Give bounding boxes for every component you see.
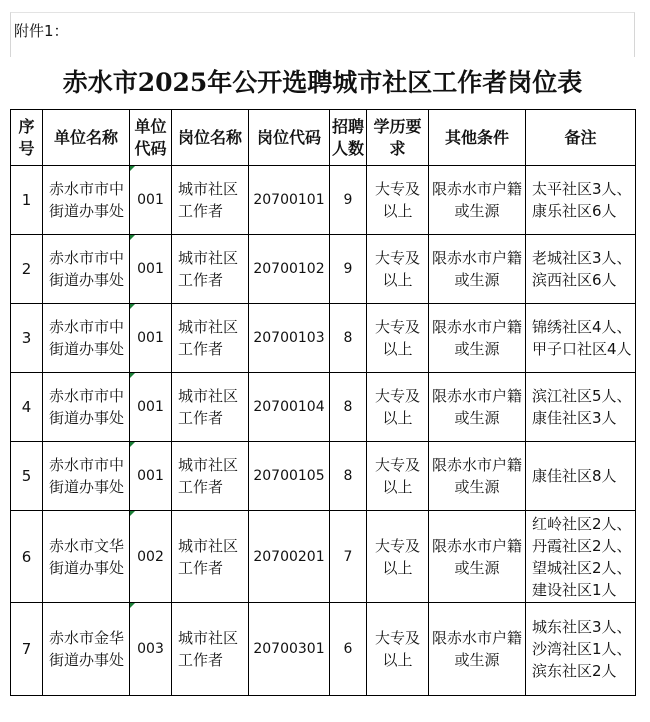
- page-title: 赤水市2025年公开选聘城市社区工作者岗位表: [62, 68, 583, 97]
- table-row: [11, 373, 636, 442]
- cell-post-code: 20700102: [249, 235, 330, 304]
- cell-note: 锦绣社区4人、甲子口社区4人: [526, 304, 636, 373]
- cell-post: 城市社区工作者: [172, 442, 249, 511]
- table-row: [11, 304, 636, 373]
- header-cell-no: 序号: [11, 110, 43, 166]
- cell-unit: 赤水市金华街道办事处: [43, 603, 130, 696]
- cell-unit-code: 002: [130, 511, 172, 603]
- cell-no: 5: [11, 442, 43, 511]
- cell-edu: 大专及以上: [367, 235, 429, 304]
- cell-unit: 赤水市市中街道办事处: [43, 373, 130, 442]
- table-row: [11, 511, 636, 603]
- cell-other: 限赤水市户籍或生源: [429, 304, 526, 373]
- cell-note: 红岭社区2人、丹霞社区2人、望城社区2人、建设社区1人: [526, 511, 636, 603]
- cell-other: 限赤水市户籍或生源: [429, 511, 526, 603]
- cell-post: 城市社区工作者: [172, 166, 249, 235]
- cell-unit-code: 001: [130, 442, 172, 511]
- cell-post-code: 20700201: [249, 511, 330, 603]
- cell-count: 8: [330, 442, 367, 511]
- cell-no: 1: [11, 166, 43, 235]
- cell-post-code: 20700301: [249, 603, 330, 696]
- cell-edu: 大专及以上: [367, 603, 429, 696]
- header-cell-note: 备注: [526, 110, 636, 166]
- cell-other: 限赤水市户籍或生源: [429, 166, 526, 235]
- sheet-top-gridlines: [10, 12, 635, 57]
- header-cell-post-code: 岗位代码: [249, 110, 330, 166]
- cell-note: 老城社区3人、滨西社区6人: [526, 235, 636, 304]
- positions-table: [10, 109, 636, 696]
- cell-note: 城东社区3人、沙湾社区1人、滨东社区2人: [526, 603, 636, 696]
- header-cell-unit-code: 单位代码: [130, 110, 172, 166]
- cell-unit: 赤水市文华街道办事处: [43, 511, 130, 603]
- cell-no: 3: [11, 304, 43, 373]
- table-row: [11, 235, 636, 304]
- cell-post-code: 20700105: [249, 442, 330, 511]
- cell-post: 城市社区工作者: [172, 304, 249, 373]
- cell-other: 限赤水市户籍或生源: [429, 235, 526, 304]
- cell-note: 康佳社区8人: [526, 442, 636, 511]
- cell-edu: 大专及以上: [367, 166, 429, 235]
- cell-count: 6: [330, 603, 367, 696]
- table-row: [11, 603, 636, 696]
- cell-note: 滨江社区5人、康佳社区3人: [526, 373, 636, 442]
- cell-unit-code: 001: [130, 235, 172, 304]
- cell-no: 7: [11, 603, 43, 696]
- cell-unit: 赤水市市中街道办事处: [43, 166, 130, 235]
- cell-no: 2: [11, 235, 43, 304]
- attachment-label: 附件1：: [14, 22, 69, 40]
- header-cell-unit: 单位名称: [43, 110, 130, 166]
- table-row: [11, 166, 636, 235]
- cell-count: 9: [330, 166, 367, 235]
- table-row: [11, 442, 636, 511]
- cell-unit-code: 001: [130, 166, 172, 235]
- cell-unit-code: 003: [130, 603, 172, 696]
- cell-edu: 大专及以上: [367, 511, 429, 603]
- cell-post-code: 20700103: [249, 304, 330, 373]
- cell-other: 限赤水市户籍或生源: [429, 603, 526, 696]
- cell-count: 8: [330, 304, 367, 373]
- cell-post: 城市社区工作者: [172, 511, 249, 603]
- cell-post: 城市社区工作者: [172, 603, 249, 696]
- cell-other: 限赤水市户籍或生源: [429, 373, 526, 442]
- cell-edu: 大专及以上: [367, 442, 429, 511]
- cell-post-code: 20700101: [249, 166, 330, 235]
- cell-unit-code: 001: [130, 304, 172, 373]
- header-cell-count: 招聘人数: [330, 110, 367, 166]
- cell-post-code: 20700104: [249, 373, 330, 442]
- cell-edu: 大专及以上: [367, 373, 429, 442]
- cell-count: 9: [330, 235, 367, 304]
- cell-other: 限赤水市户籍或生源: [429, 442, 526, 511]
- header-cell-edu: 学历要求: [367, 110, 429, 166]
- cell-unit: 赤水市市中街道办事处: [43, 304, 130, 373]
- cell-note: 太平社区3人、康乐社区6人: [526, 166, 636, 235]
- cell-post: 城市社区工作者: [172, 373, 249, 442]
- cell-post: 城市社区工作者: [172, 235, 249, 304]
- cell-unit: 赤水市市中街道办事处: [43, 235, 130, 304]
- cell-edu: 大专及以上: [367, 304, 429, 373]
- cell-count: 7: [330, 511, 367, 603]
- header-row: [11, 110, 636, 166]
- cell-no: 4: [11, 373, 43, 442]
- cell-unit-code: 001: [130, 373, 172, 442]
- cell-unit: 赤水市市中街道办事处: [43, 442, 130, 511]
- header-cell-post: 岗位名称: [172, 110, 249, 166]
- header-cell-other: 其他条件: [429, 110, 526, 166]
- cell-no: 6: [11, 511, 43, 603]
- cell-count: 8: [330, 373, 367, 442]
